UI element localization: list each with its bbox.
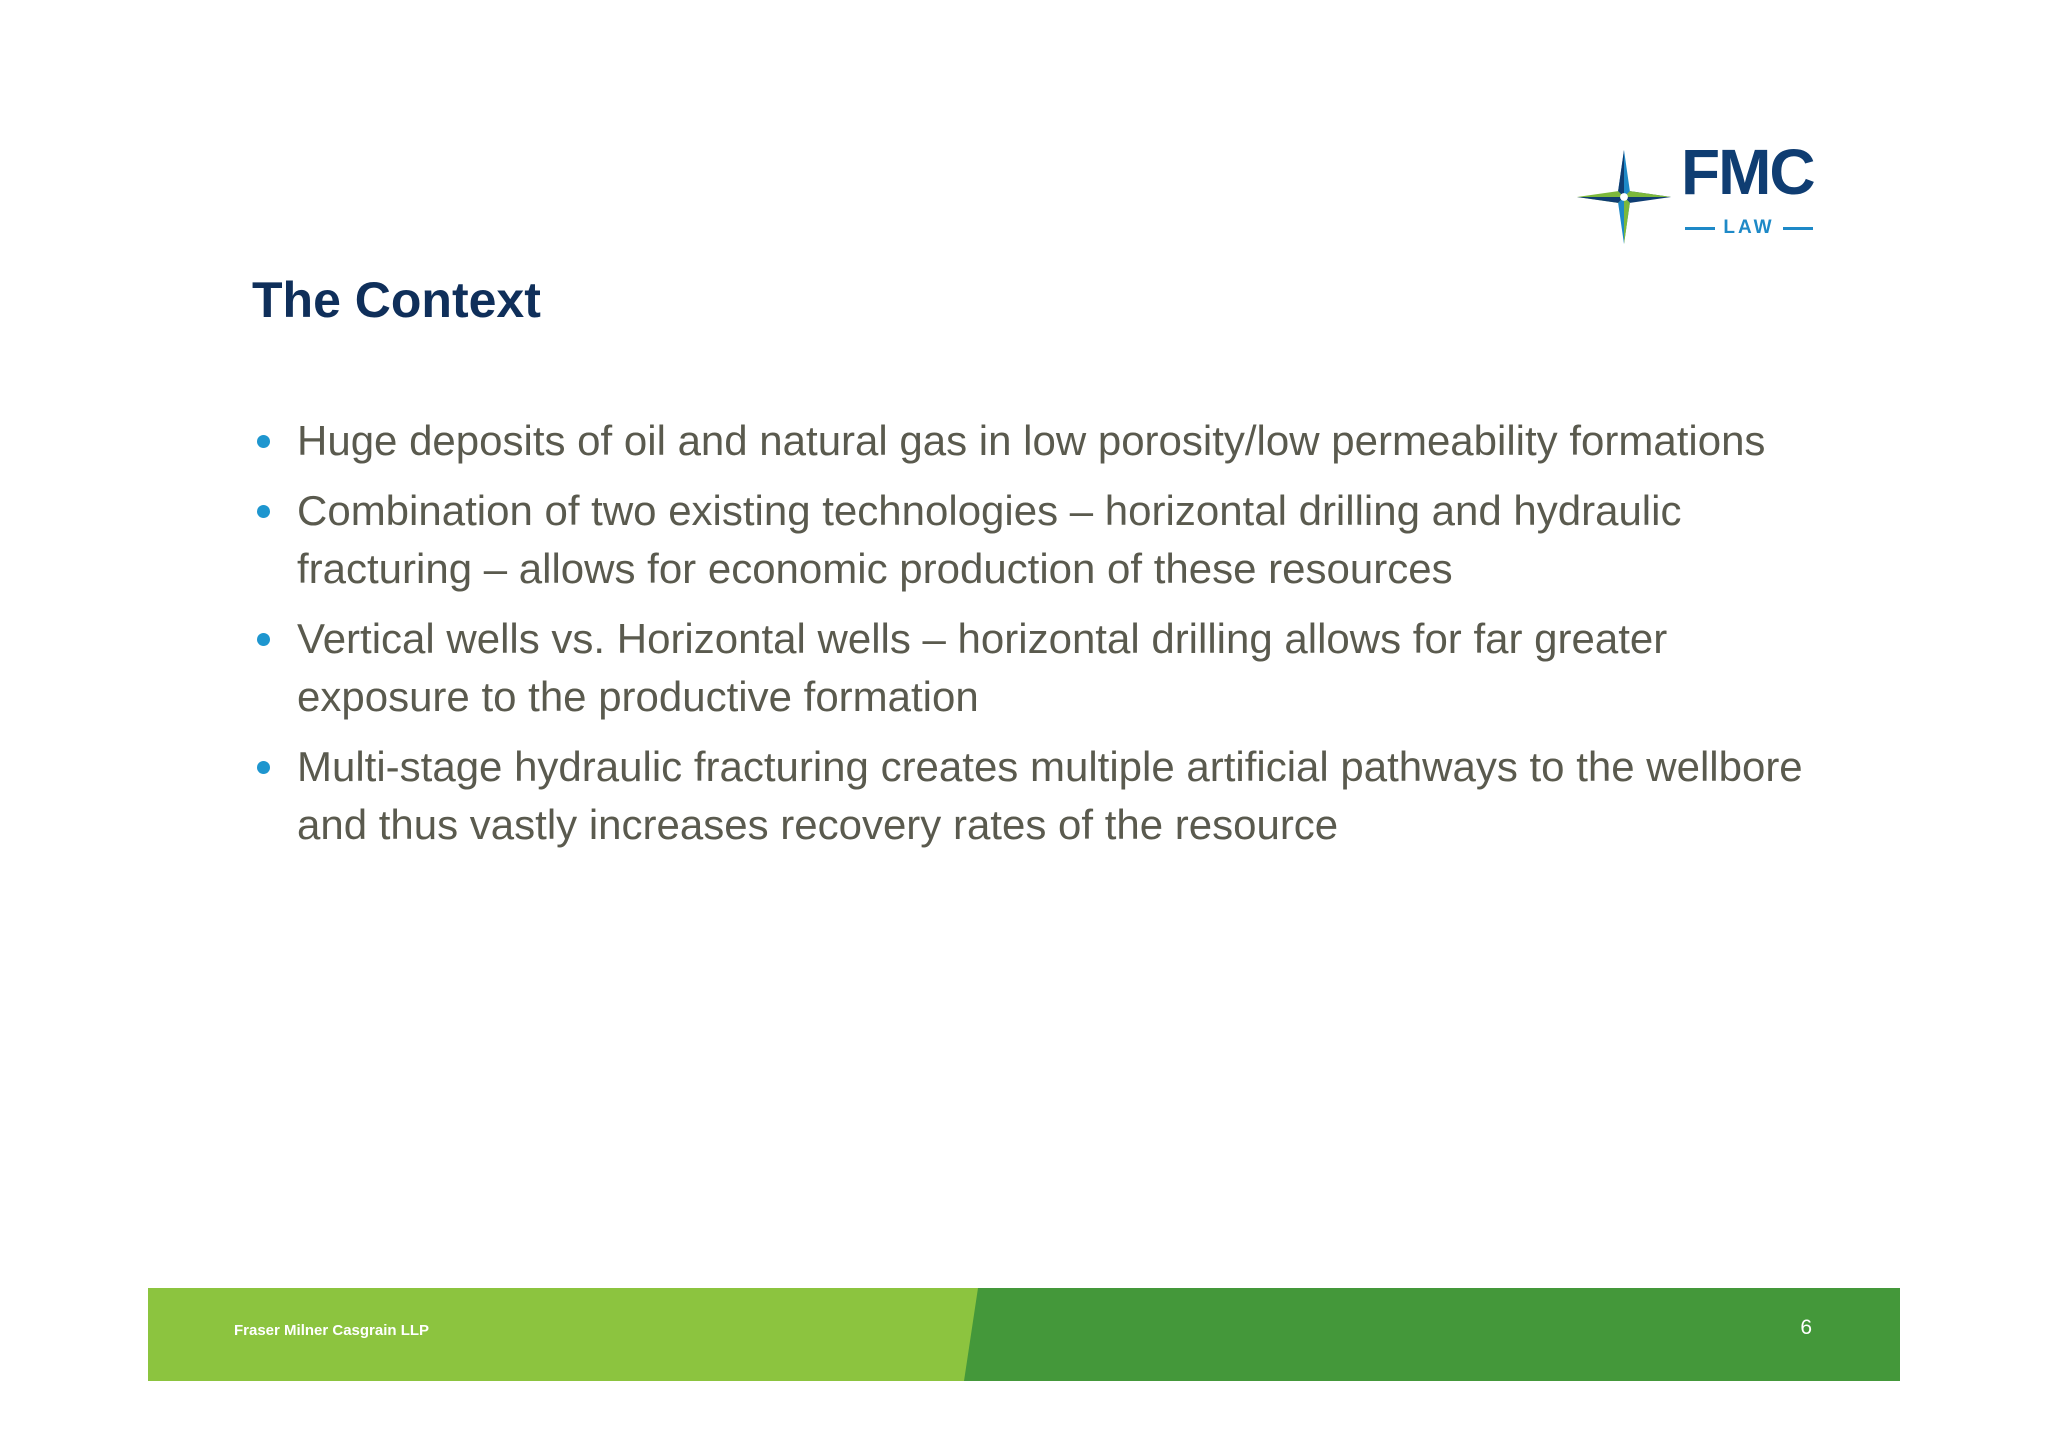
fmc-law-logo [1575,136,1825,250]
bullet-item [252,738,1812,854]
slide-title: The Context [252,272,541,328]
footer-bar [148,1288,1900,1381]
logo-wordmark: FMC [1681,136,1814,208]
bullet-list [252,412,1812,866]
bullet-text: Combination of two existing technologies – horizontal drilling and hydraulic fracturing – allows for economic production of these resources [297,487,1682,592]
bullet-text: Multi-stage hydraulic fracturing creates multiple artificial pathways to the wellbore and thus vastly increases recovery rates of the resource [297,743,1803,848]
page-number: 6 [1800,1316,1812,1339]
bullet-dot-icon [257,505,270,518]
bullet-dot-icon [257,633,270,646]
logo-tagline-text: LAW [1723,217,1775,238]
bullet-dot-icon [257,761,270,774]
logo-tagline [1685,216,1813,240]
tagline-rule-left [1685,227,1715,230]
bullet-dot-icon [257,435,270,448]
bullet-text: Vertical wells vs. Horizontal wells – horizontal drilling allows for far greater exposure to the productive formation [297,615,1668,720]
compass-star-icon [1575,148,1673,246]
footer-firm-name: Fraser Milner Casgrain LLP [234,1322,430,1339]
tagline-rule-right [1783,227,1813,230]
bullet-item [252,610,1812,726]
bullet-text: Huge deposits of oil and natural gas in low porosity/low permeability formations [297,417,1766,464]
bullet-item [252,482,1812,598]
bullet-item [252,412,1812,470]
